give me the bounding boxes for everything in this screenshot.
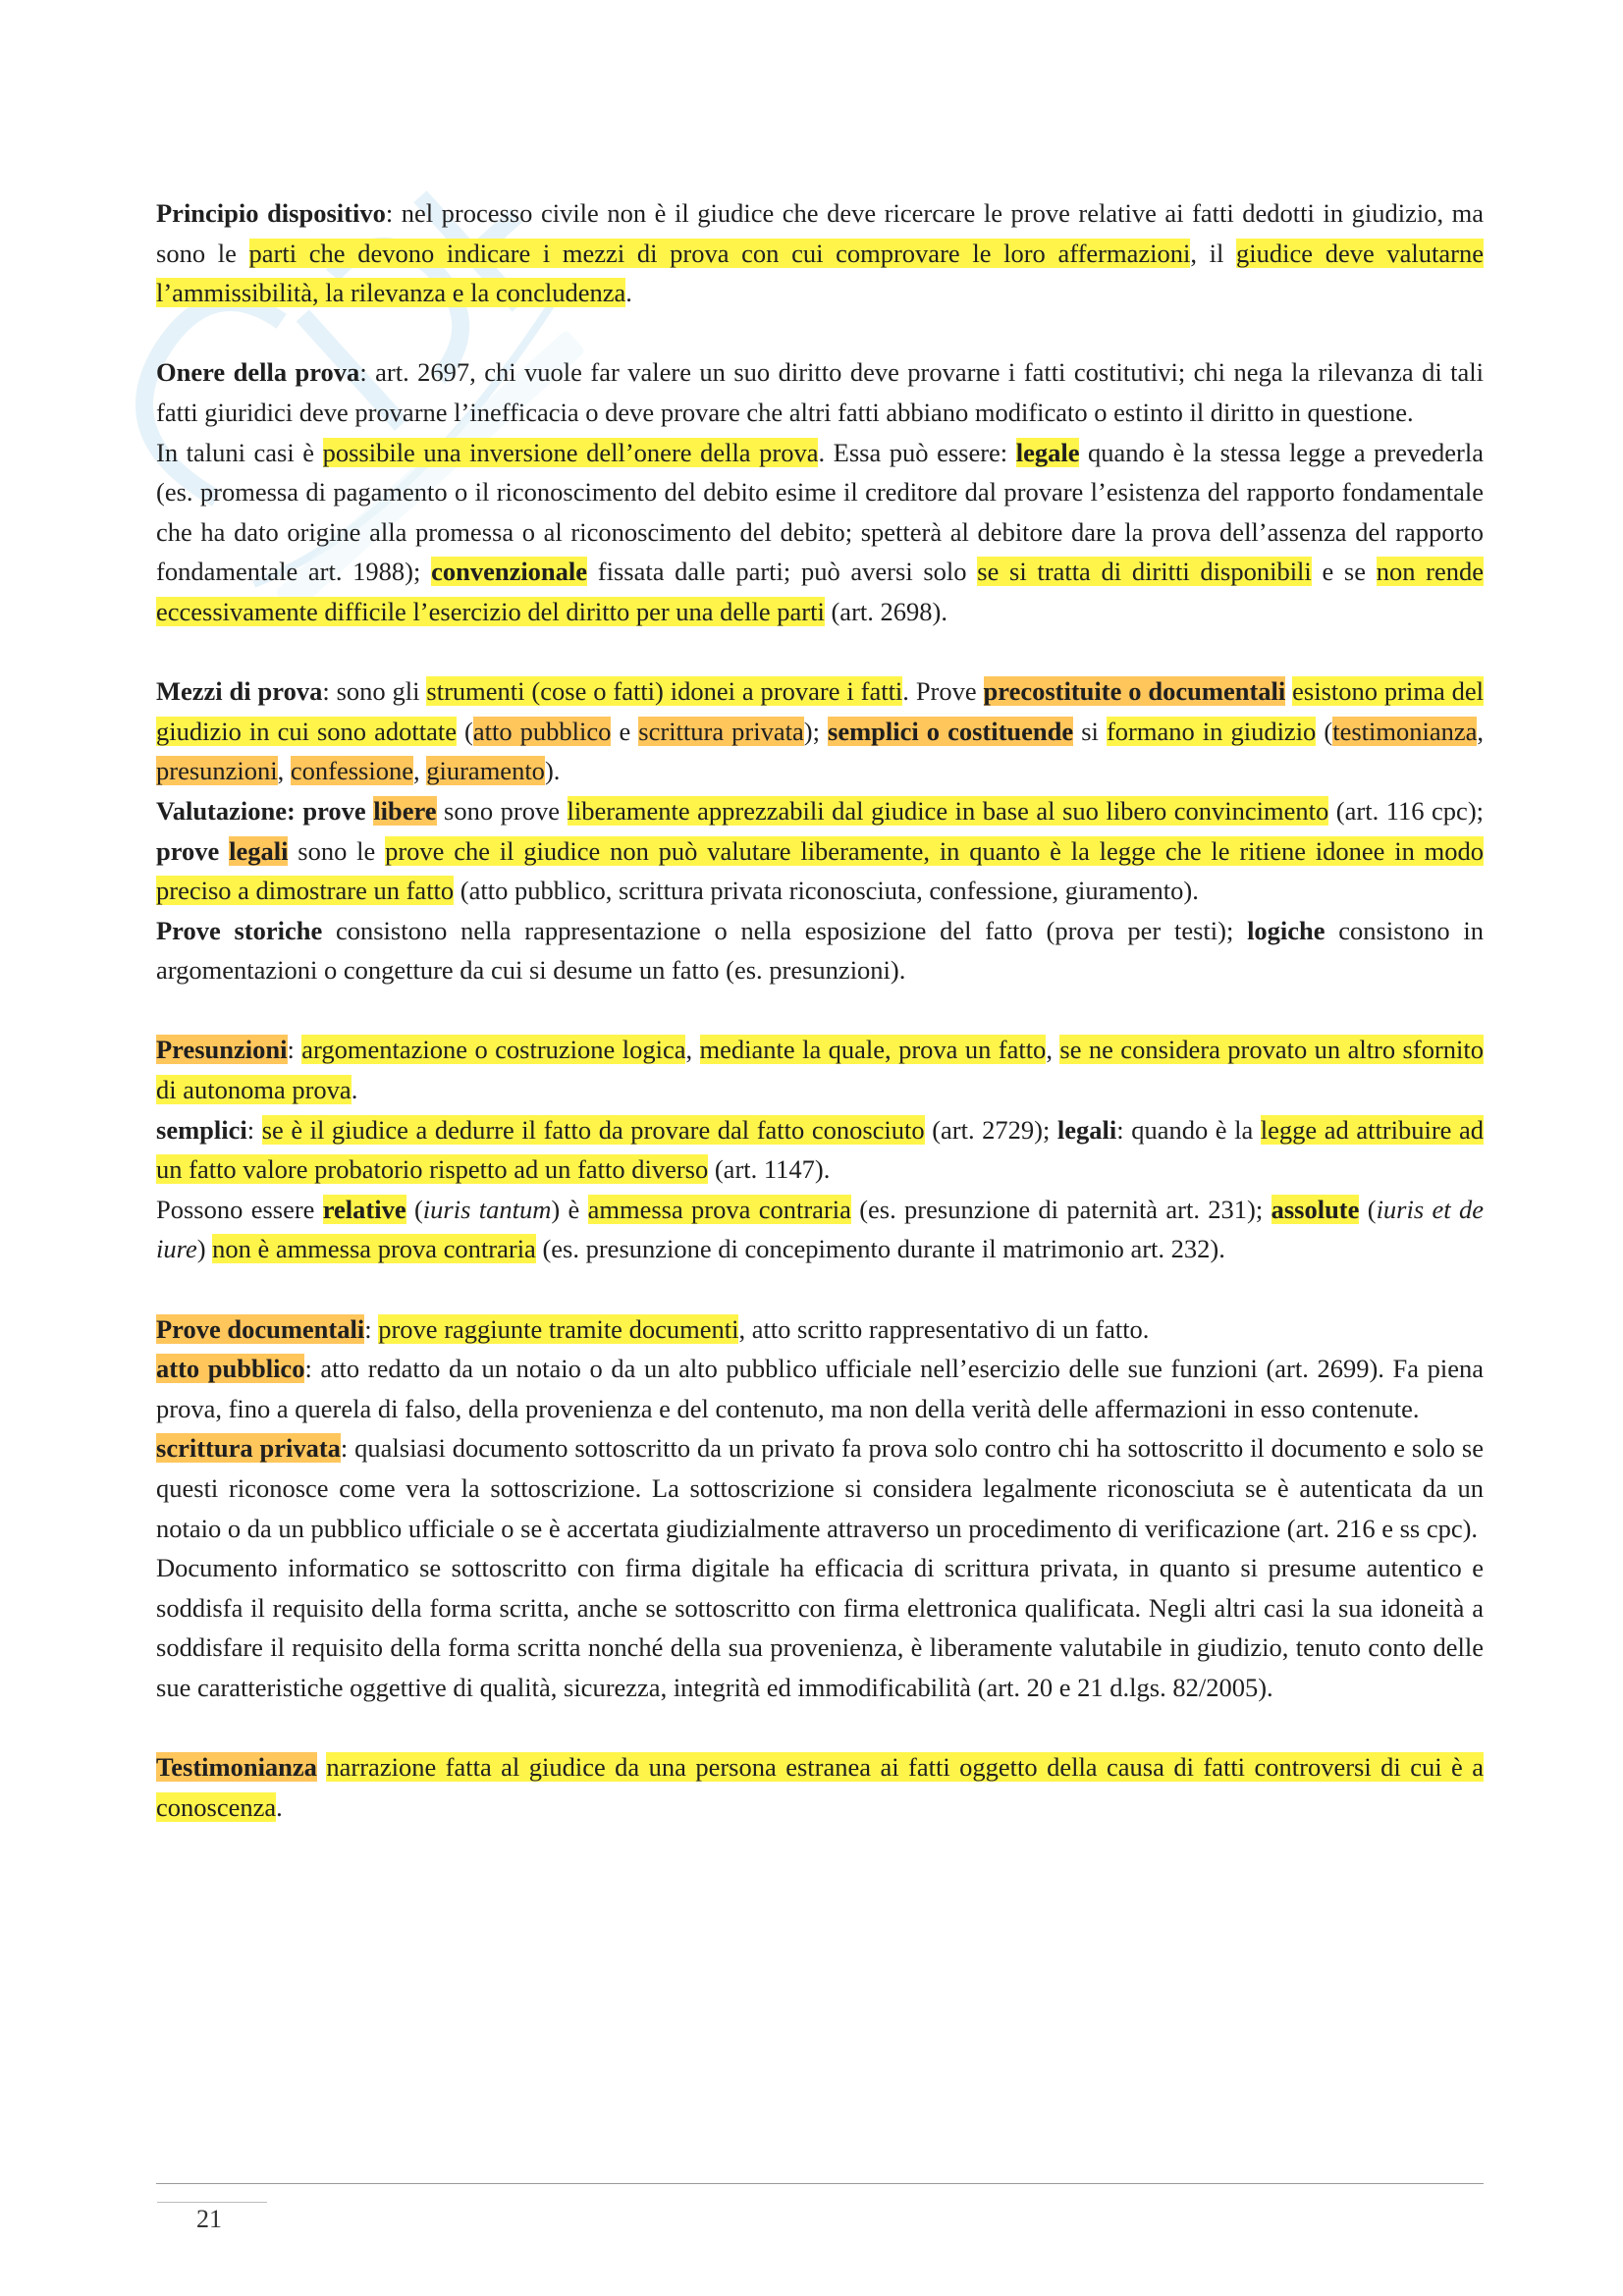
document-body xyxy=(156,193,1484,1827)
paragraph-prove-storiche: Prove storiche consistono nella rappresentazione o nella esposizione del fatto (prova per testi); logiche consistono in argomentazioni o congetture da cui si desume un fatto (es. presunzioni). xyxy=(156,915,1484,986)
highlight: esistono prima del giudizio in cui sono adottate xyxy=(156,676,1485,746)
highlight: se si tratta di diritti disponibili xyxy=(977,557,1312,587)
highlight: non rende eccessivamente difficile l’esercizio del diritto per una delle parti xyxy=(156,557,1484,626)
highlight: legge ad attribuire ad un fatto valore probatorio rispetto ad un fatto diverso xyxy=(156,1114,1485,1185)
highlight-term: Testimonianza xyxy=(156,1752,317,1783)
highlight-term: scrittura privata xyxy=(156,1433,341,1464)
highlight-term: legale xyxy=(1015,437,1080,467)
highlight-term: Presunzioni xyxy=(156,1035,288,1065)
term: semplici xyxy=(156,1114,247,1145)
paragraph-onere-della-prova: Onere della prova: art. 2697, chi vuole far valere un suo diritto deve provarne i fatti costitutivi; chi nega la rilevanza di tali fatti giuridici deve provarne l’inefficacia o deve provare che altri fatti abbiano modificato o estinto il diritto in questione. xyxy=(156,357,1485,427)
page-number: 21 xyxy=(196,2205,222,2233)
paragraph-scrittura-privata: scrittura privata: qualsiasi documento sottoscritto da un privato fa prova solo contro chi ha sottoscritto il documento e solo se questi riconosce come vera la sottoscrizione. La sottoscrizione si considera legalmente riconosciuta se è autenticata da un notaio o da un pubblico ufficiale o se è accertata giudizialmente attraverso un procedimento di verificazione (art. 216 e ss cpc). xyxy=(156,1433,1484,1543)
highlight-term: assolute xyxy=(1271,1194,1360,1224)
highlight: prove raggiunte tramite documenti xyxy=(378,1313,739,1344)
footer-divider xyxy=(156,2183,1484,2184)
highlight: narrazione fatta al giudice da una persona estranea ai fatti oggetto della causa di fatti controversi di cui è a conoscenza xyxy=(156,1752,1484,1822)
highlight-term: legali xyxy=(229,835,289,866)
paragraph-presunzioni-semplici: semplici: se è il giudice a dedurre il fatto da provare dal fatto conosciuto (art. 2729); legali: quando è la legge ad attribuire ad un fatto valore probatorio rispetto ad un fatto diverso (art. 1147). xyxy=(156,1114,1485,1185)
highlight: confessione xyxy=(290,756,413,786)
paragraph-principio-dispositivo: Principio dispositivo: nel processo civile non è il giudice che deve ricercare le prove relative ai fatti dedotti in giudizio, ma sono le parti che devono indicare i mezzi di prova con cui comprovare le loro affermazioni, il giudice deve valutarne l’ammissibilità, la rilevanza e la concludenza. xyxy=(156,198,1484,308)
highlight-term: Prove documentali xyxy=(156,1313,365,1344)
term: Mezzi di prova xyxy=(156,676,323,707)
term: Valutazione xyxy=(156,795,288,826)
term: Onere della prova xyxy=(156,357,360,388)
highlight: se ne considera provato un altro sfornito di autonoma prova xyxy=(156,1035,1484,1105)
highlight: formano in giudizio xyxy=(1106,716,1317,746)
paragraph-valutazione: Valutazione: prove libere sono prove liberamente apprezzabili dal giudice in base al suo libero convincimento (art. 116 cpc); prove legali sono le prove che il giudice non può valutare liberamente, in quanto è la legge che le ritiene idonee in modo preciso a dimostrare un fatto (atto pubblico, scrittura privata riconosciuta, confessione, giuramento). xyxy=(156,795,1485,906)
highlight: possibile una inversione dell’onere della prova xyxy=(322,437,819,467)
highlight: ammessa prova contraria xyxy=(587,1194,851,1224)
highlight: scrittura privata xyxy=(638,716,804,746)
highlight-term: semplici o costituende xyxy=(828,716,1074,746)
highlight: parti che devono indicare i mezzi di prova con cui comprovare le loro affermazioni xyxy=(248,238,1191,268)
term: prove xyxy=(156,835,220,866)
page-number-rule xyxy=(157,2202,267,2203)
paragraph-presunzioni: Presunzioni: argomentazione o costruzione logica, mediante la quale, prova un fatto, se ne considera provato un altro sfornito di autonoma prova. xyxy=(156,1035,1484,1105)
paragraph-documento-informatico: Documento informatico se sottoscritto con firma digitale ha efficacia di scrittura privata, in quanto si presume autentico e soddisfa il requisito della forma scritta, anche se sottoscritto con firma elettronica qualificata. Negli altri casi la sua idoneità a soddisfare il requisito della forma scritta nonché della sua provenienza, è liberamente valutabile in giudizio, tenuto conto delle sue caratteristiche oggettive di qualità, sicurezza, integrità ed immodificabilità (art. 20 e 21 d.lgs. 82/2005). xyxy=(156,1553,1484,1702)
highlight-term: atto pubblico xyxy=(156,1354,305,1384)
paragraph-testimonianza: Testimonianza narrazione fatta al giudice da una persona estranea ai fatti oggetto della causa di fatti controversi di cui è a conoscenza. xyxy=(156,1752,1484,1822)
term: Principio dispositivo xyxy=(156,198,386,228)
highlight: presunzioni xyxy=(156,756,278,786)
paragraph-inversione-onere: In taluni casi è possibile una inversione dell’onere della prova. Essa può essere: legale quando è la stessa legge a prevederla (es. promessa di pagamento o il riconoscimento del debito esime il creditore dal provare l’esistenza del rapporto fondamentale che ha dato origine alla promessa o al riconoscimento del debito; spetterà al debitore dare la prova dell’assenza del rapporto fondamentale art. 1988); convenzionale fissata dalle parti; può aversi solo se si tratta di diritti disponibili e se non rende eccessivamente difficile l’esercizio del diritto per una delle parti (art. 2698). xyxy=(156,437,1484,626)
highlight: se è il giudice a dedurre il fatto da provare dal fatto conosciuto xyxy=(261,1114,925,1145)
term: prove xyxy=(302,795,366,826)
highlight: prove che il giudice non può valutare liberamente, in quanto è la legge che le ritiene idonee in modo preciso a dimostrare un fatto xyxy=(156,835,1485,906)
paragraph-presunzioni-tipi: Possono essere relative (iuris tantum) è ammessa prova contraria (es. presunzione di paternità art. 231); assolute (iuris et de iure) non è ammessa prova contraria (es. presunzione di concepimento durante il matrimonio art. 232). xyxy=(156,1194,1484,1264)
paragraph-prove-documentali: Prove documentali: prove raggiunte tramite documenti, atto scritto rappresentativo di un fatto. xyxy=(156,1313,1150,1344)
highlight: giuramento xyxy=(426,756,545,786)
highlight-term: libere xyxy=(373,795,437,826)
highlight: testimonianza xyxy=(1332,716,1478,746)
term: legali xyxy=(1056,1114,1117,1145)
term: logiche xyxy=(1247,915,1325,945)
highlight-term: relative xyxy=(322,1194,406,1224)
highlight-term: precostituite o documentali xyxy=(983,676,1286,707)
highlight: liberamente apprezzabili dal giudice in base al suo libero convincimento xyxy=(567,795,1329,826)
highlight: non è ammessa prova contraria xyxy=(212,1234,536,1264)
highlight: argomentazione o costruzione logica xyxy=(301,1035,686,1065)
highlight: mediante la quale, prova un fatto xyxy=(699,1035,1047,1065)
highlight: atto pubblico xyxy=(472,716,612,746)
paragraph-mezzi-di-prova: Mezzi di prova: sono gli strumenti (cose o fatti) idonei a provare i fatti. Prove precostituite o documentali esistono prima del giudizio in cui sono adottate (atto pubblico e scrittura privata); semplici o costituende si formano in giudizio (testimonianza, presunzioni, confessione, giuramento). xyxy=(156,676,1485,786)
highlight: strumenti (cose o fatti) idonei a provare i fatti xyxy=(426,676,903,707)
paragraph-atto-pubblico: atto pubblico: atto redatto da un notaio o da un alto pubblico ufficiale nell’esercizio delle sue funzioni (art. 2699). Fa piena prova, fino a querela di falso, della provenienza e del contenuto, ma non della verità delle affermazioni in esso contenute. xyxy=(156,1354,1485,1423)
term: Prove storiche xyxy=(156,915,323,945)
highlight-term: convenzionale xyxy=(431,557,588,587)
highlight: giudice deve valutarne l’ammissibilità, la rilevanza e la concludenza xyxy=(156,238,1484,308)
